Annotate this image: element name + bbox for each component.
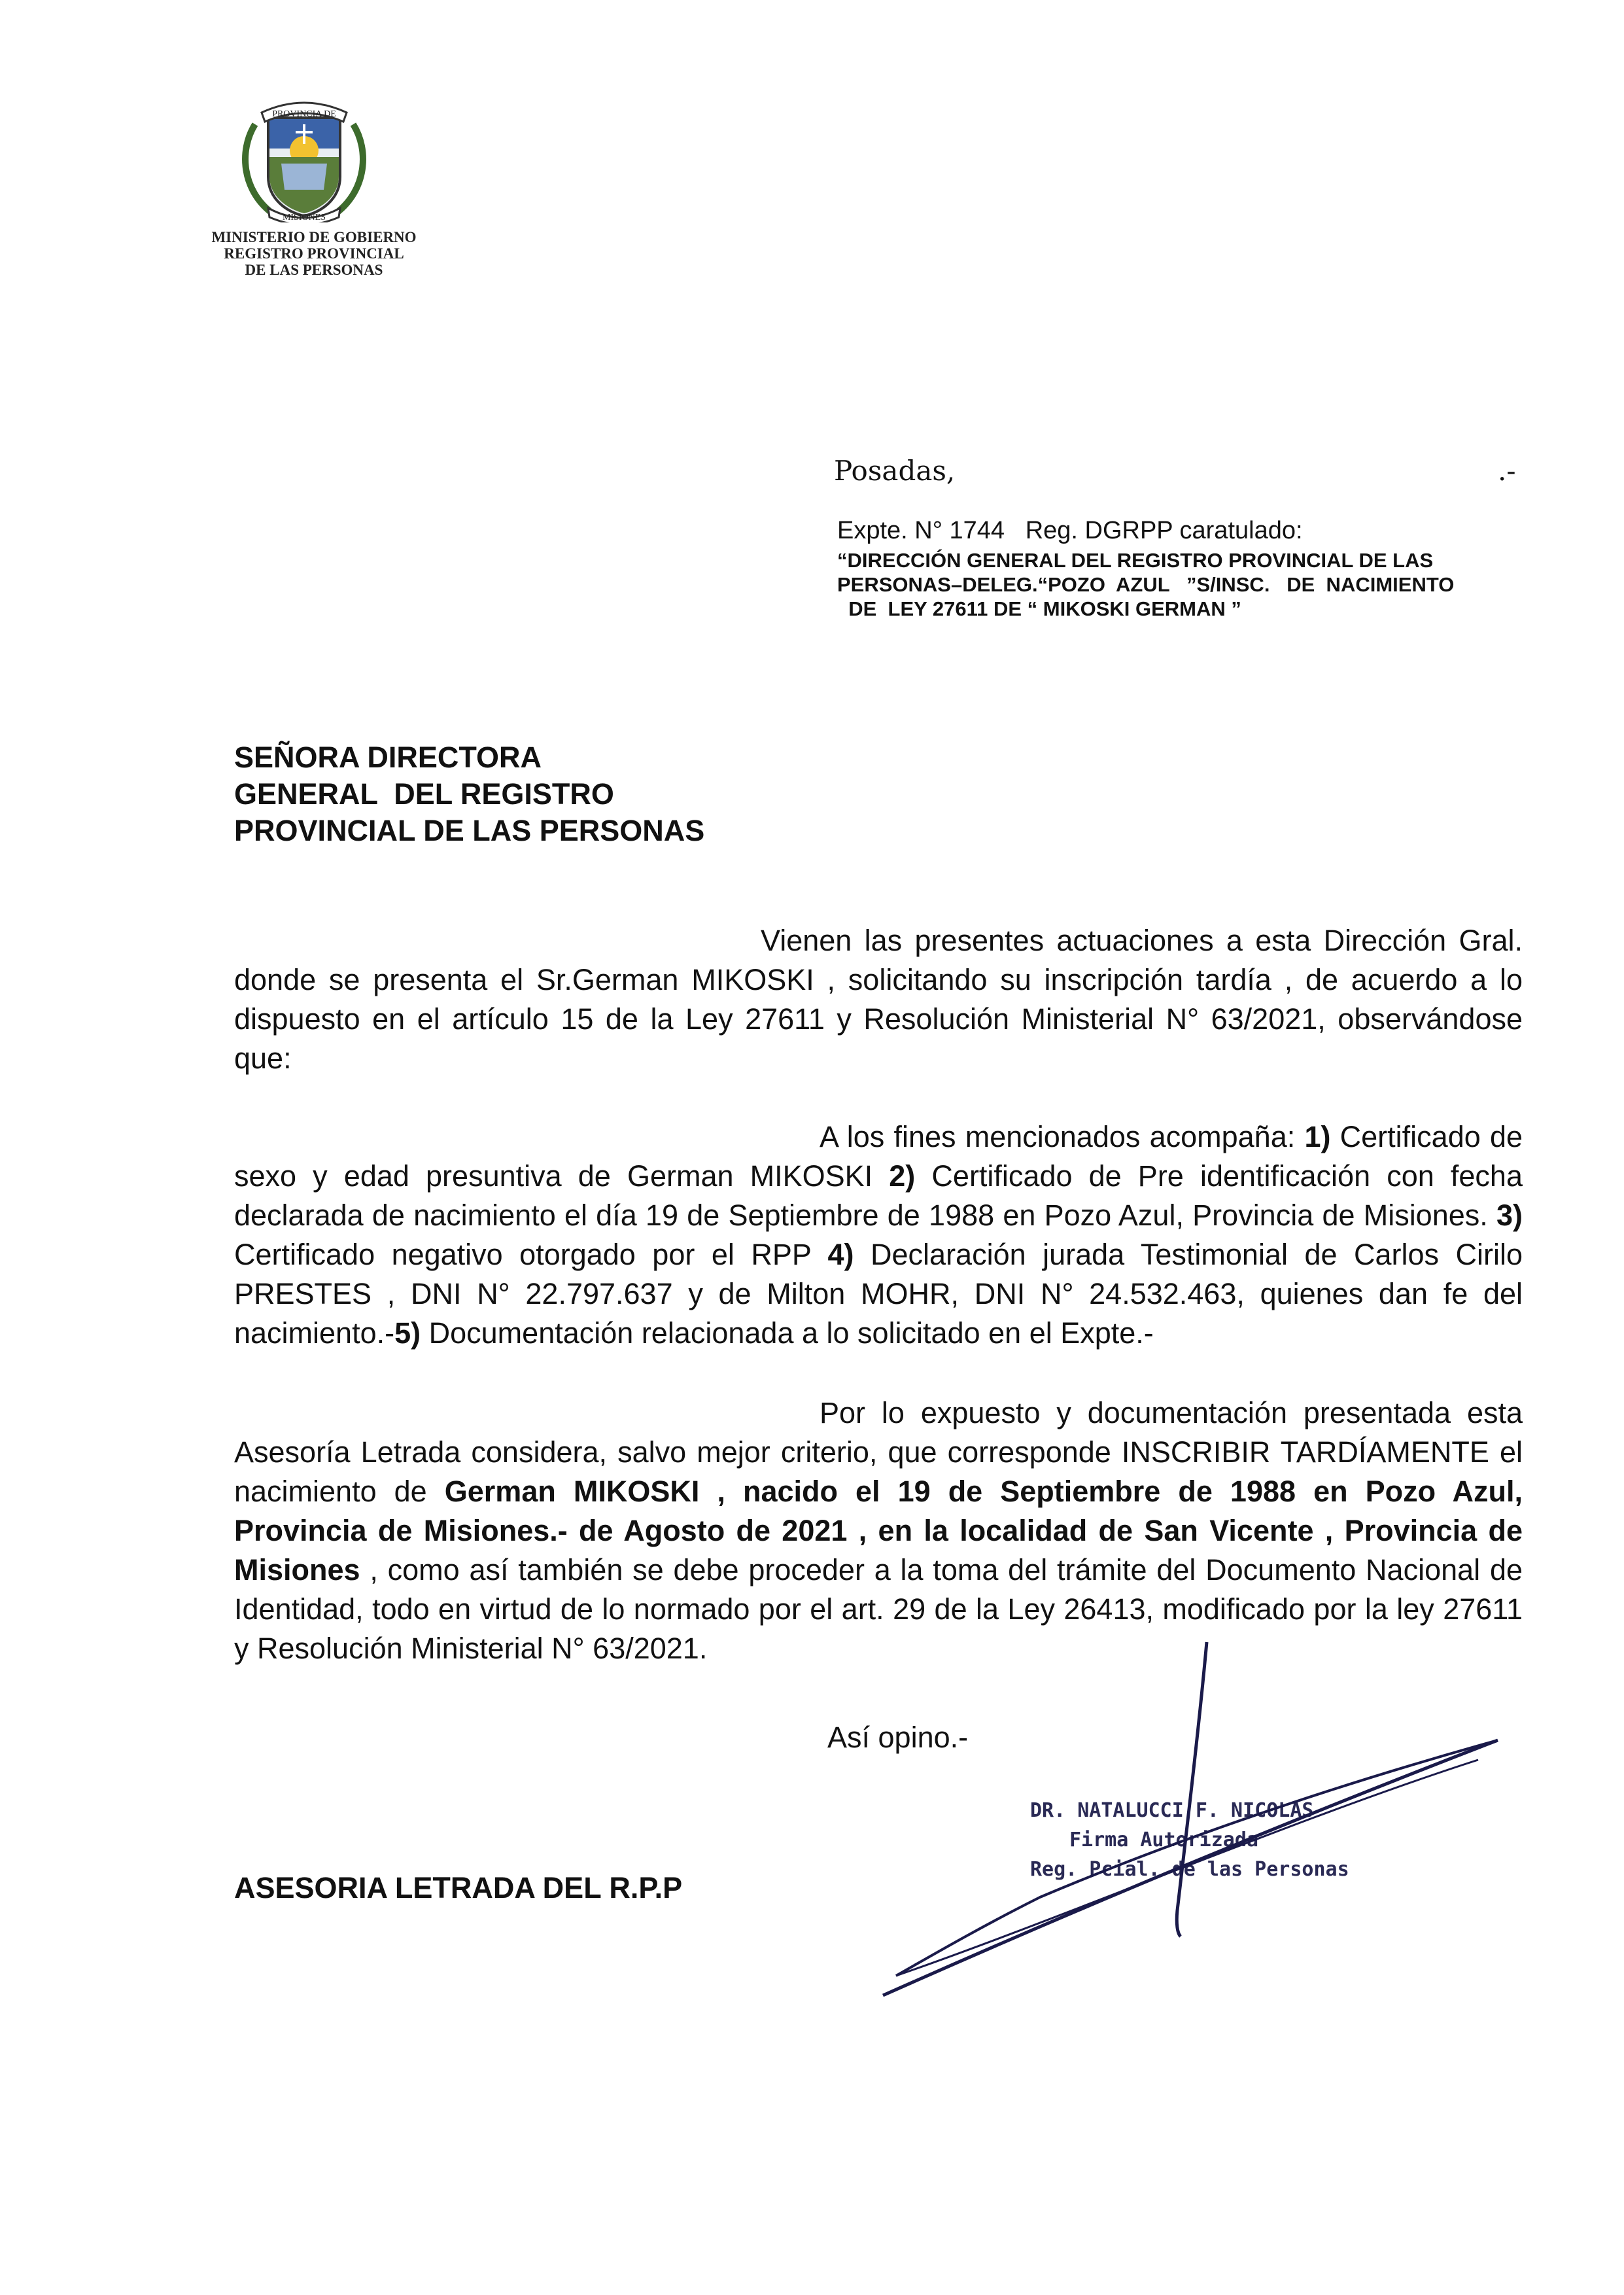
addressee	[234, 739, 704, 849]
place-date: Posadas,	[834, 455, 956, 487]
provincial-seal	[235, 98, 373, 222]
p2-e: Declaración jurada Testimonial de Carlos Cirilo PRESTES , DNI N° 22.797.637 y de Milton MOHR, DNI N° 24.532.463, quienes dan fe del nacimiento.-	[234, 1238, 1523, 1350]
seal-text-bottom: MISIONES	[282, 213, 326, 222]
seal-text-top: PROVINCIA DE	[272, 109, 336, 119]
p2-n4: 4)	[827, 1238, 854, 1271]
caratula-line-2: PERSONAS–DELEG.“POZO AZUL ”S/INSC. DE NACIMIENTO	[837, 573, 1455, 596]
place-date-suffix: .-	[1498, 455, 1516, 487]
handwritten-signature	[870, 1636, 1524, 2002]
stamp-line-3: Reg. Pcial. de las Personas	[1030, 1858, 1349, 1881]
p2-c: Certificado de Pre identificación con fecha declarada de nacimiento el día 19 de Septiembre de 1988 en Pozo Azul, Provincia de Misiones.	[234, 1159, 1523, 1232]
header-line-3: DE LAS PERSONAS	[245, 262, 383, 278]
header-line-1: MINISTERIO DE GOBIERNO	[211, 229, 417, 245]
paragraph-2	[234, 1117, 1523, 1353]
addressee-line-2: GENERAL DEL REGISTRO	[234, 777, 614, 811]
caratula-line-1: “DIRECCIÓN GENERAL DEL REGISTRO PROVINCIAL DE LAS	[837, 549, 1434, 572]
sender-signature-line: ASESORIA LETRADA DEL R.P.P	[234, 1871, 683, 1904]
header-line-2: REGISTRO PROVINCIAL	[224, 245, 404, 262]
p3-a: Por lo expuesto y documentación presentada esta Asesoría Letrada considera, salvo mejor criterio, que corresponde INSCRIBIR TARDÍAMENTE el nacimiento de	[234, 1396, 1523, 1508]
p2-d: Certificado negativo otorgado por el RPP	[234, 1238, 828, 1271]
paragraph-3	[234, 1393, 1523, 1668]
stamp-line-2: Firma Autorizada	[1069, 1829, 1258, 1851]
ministry-header	[196, 229, 432, 278]
p3-b: , como así también se debe proceder a la toma del trámite del Documento Nacional de Identidad, todo en virtud de lo normado por el art. 29 de la Ley 26413, modificado por la ley 27611 y Resolución Ministerial N° 63/2021.	[234, 1553, 1523, 1665]
p2-n1: 1)	[1304, 1120, 1331, 1153]
p2-n2: 2)	[889, 1159, 916, 1193]
p2-b: Certificado de sexo y edad presuntiva de German MIKOSKI	[234, 1120, 1523, 1193]
addressee-line-3: PROVINCIAL DE LAS PERSONAS	[234, 814, 705, 847]
closing-phrase: Así opino.-	[827, 1721, 969, 1754]
caratula	[837, 548, 1517, 621]
paragraph-1	[234, 921, 1523, 1078]
expediente-number: Expte. N° 1744 Reg. DGRPP caratulado:	[837, 517, 1303, 544]
p2-f: Documentación relacionada a lo solicitado en el Expte.-	[421, 1316, 1154, 1350]
paragraph-1-text: Vienen las presentes actuaciones a esta Dirección Gral. donde se presenta el Sr.German MIKOSKI , solicitando su inscripción tardía , de acuerdo a lo dispuesto en el artículo 15 de la Ley 27611 y Resolución Ministerial N° 63/2021, observándose que:	[234, 924, 1523, 1075]
stamp-line-1: DR. NATALUCCI F. NICOLAS	[1030, 1799, 1314, 1822]
addressee-line-1: SEÑORA DIRECTORA	[234, 741, 542, 774]
p3-bold: German MIKOSKI , nacido el 19 de Septiembre de 1988 en Pozo Azul, Provincia de Misiones.- de Agosto de 2021 , en la localidad de San Vicente , Provincia de Misiones	[234, 1475, 1523, 1586]
caratula-line-3: DE LEY 27611 DE “ MIKOSKI GERMAN ”	[837, 597, 1241, 620]
p2-a: A los fines mencionados acompaña:	[820, 1120, 1305, 1153]
p2-n3: 3)	[1496, 1199, 1523, 1232]
p2-n5: 5)	[394, 1316, 421, 1350]
